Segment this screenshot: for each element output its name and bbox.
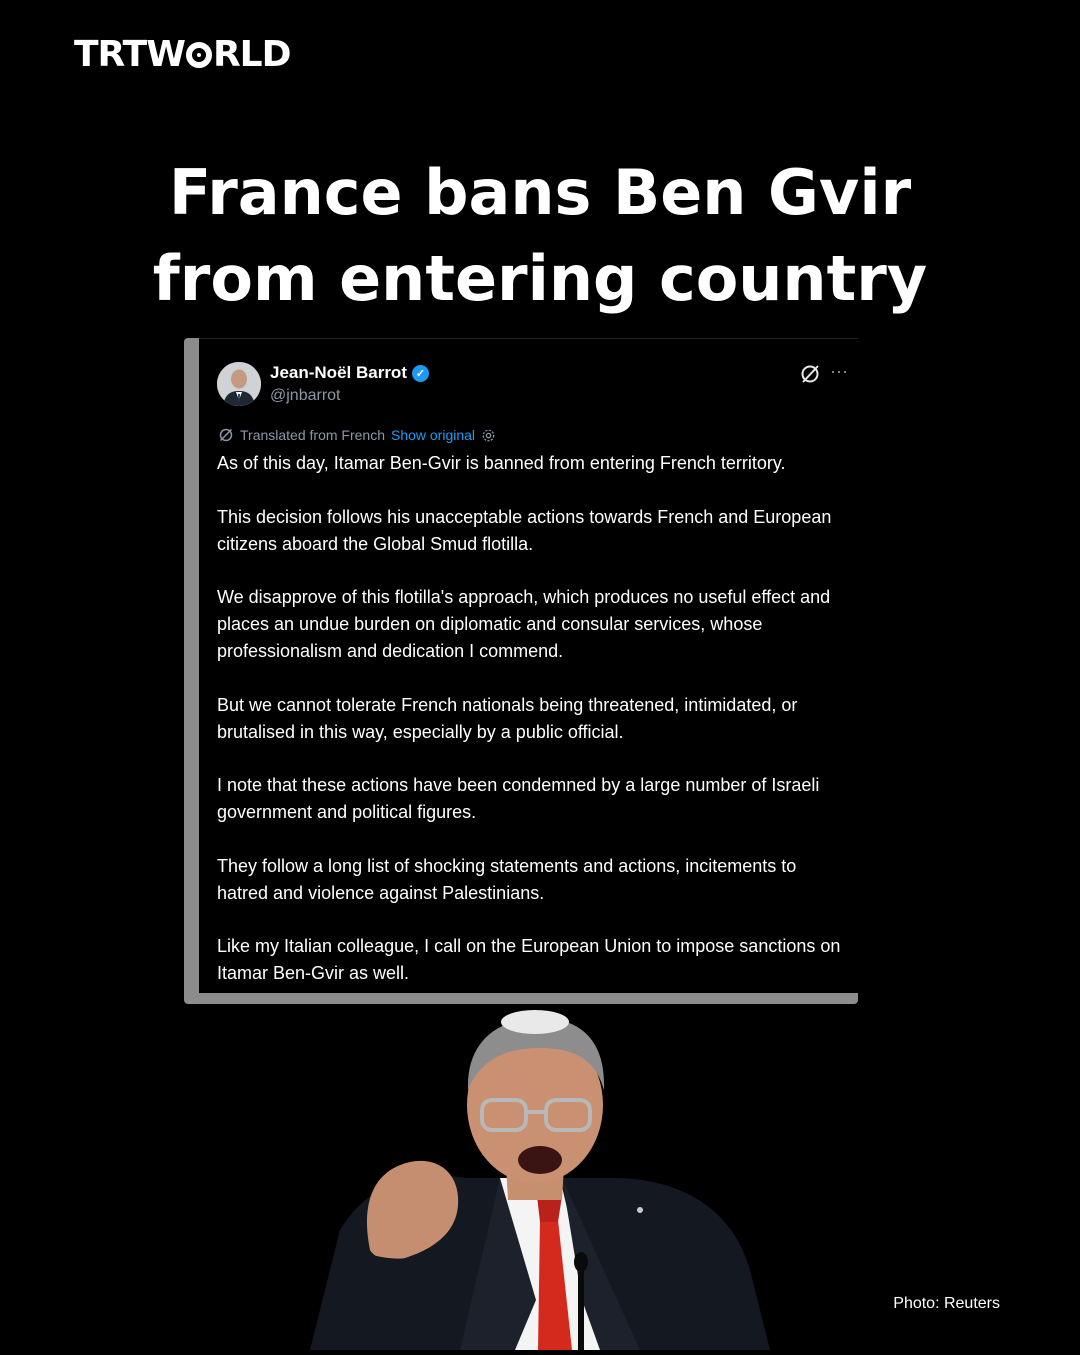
tweet-paragraph-4: But we cannot tolerate French nationals being threatened, intimidated, or brutalised in this way, especially by a public official. xyxy=(217,694,798,742)
tweet-card xyxy=(199,338,858,993)
tweet-paragraph-1: As of this day, Itamar Ben-Gvir is banned from entering French territory. xyxy=(217,453,786,473)
translated-from-label: Translated from French xyxy=(240,427,385,443)
tweet-text xyxy=(217,450,847,1014)
man-speaking-photo-icon xyxy=(300,1000,780,1350)
tweet-paragraph-7: Like my Italian colleague, I call on the European Union to impose sanctions on Itamar Ben-Gvir as well. xyxy=(217,936,841,983)
author-name: Jean-Noël Barrot xyxy=(270,363,407,382)
headline xyxy=(40,150,1040,322)
logo-prefix: TRT xyxy=(74,34,147,75)
tweet-paragraph-3: We disapprove of this flotilla's approach, which produces no useful effect and places an undue burden on diplomatic and consular services, whose professionalism and dedication I commend. xyxy=(217,587,831,661)
translation-notice xyxy=(218,427,496,443)
news-photo xyxy=(300,1000,780,1350)
logo-o-icon xyxy=(186,42,212,68)
show-original-link[interactable]: Show original xyxy=(390,427,476,443)
logo-w: W xyxy=(146,34,185,75)
tweet-paragraph-5: I note that these actions have been condemned by a large number of Israeli government and political figures. xyxy=(217,775,820,822)
tweet-paragraph-2: This decision follows his unacceptable actions towards French and European citizens aboard the Global Smud flotilla. xyxy=(217,506,832,554)
avatar[interactable] xyxy=(217,362,261,406)
more-options-icon[interactable]: ··· xyxy=(830,361,848,381)
verified-badge-icon: ✓ xyxy=(412,365,429,382)
headline-line-2: from entering country xyxy=(152,242,928,315)
tweet-paragraph-6: They follow a long list of shocking statements and actions, incitements to hatred and violence against Palestinians. xyxy=(217,855,797,903)
logo-suffix: RLD xyxy=(212,34,291,75)
photo-credit: Photo: Reuters xyxy=(893,1295,1000,1312)
headline-line-1: France bans Ben Gvir xyxy=(168,156,912,229)
settings-gear-icon[interactable] xyxy=(481,428,496,443)
translate-icon xyxy=(218,427,234,443)
avatar-portrait-icon xyxy=(217,362,261,406)
trt-world-logo xyxy=(74,34,290,76)
grok-icon[interactable] xyxy=(799,363,821,385)
author-handle[interactable]: @jnbarrot xyxy=(270,387,341,404)
tweet-author[interactable] xyxy=(270,363,429,383)
